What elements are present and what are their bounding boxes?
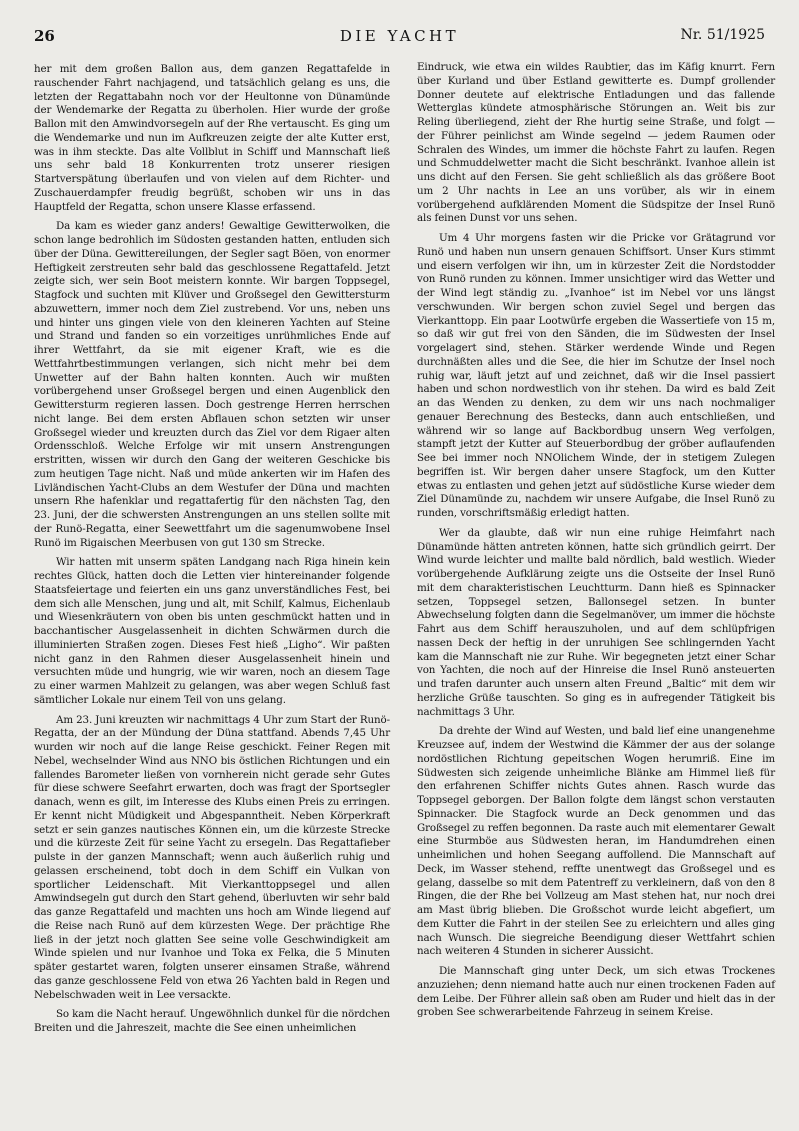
left-column [34, 63, 390, 1042]
paragraph: Da drehte der Wind auf Westen, und bald lief eine unangenehme Kreuzsee auf, indem der Westwind die Kämmer der aus der solange nordöstlichen Richtung gepeitschen Wogen herumriß. Eine im Südwesten sich zeigende unheimliche Blänke am Himmel ließ für den erfahrenen Schiffer nichts Gutes ahnen. Rasch wurde das Toppsegel geborgen. Der Ballon folgte dem längst schon verstauten Spinnacker. Die Stagfock wurde an Deck genommen und das Großsegel zu reffen begonnen. Da raste auch mit elementarer Gewalt eine Sturmböe aus Südwesten heran, im Handumdrehen einen unheimlichen und hohen Seegang auffollend. Die Mannschaft auf Deck, im Wasser stehend, reffte unentwegt das Großsegel und es gelang, dasselbe so mit dem Patentreff zu verkleinern, daß von den 8 Ringen, die der Rhe bei Vollzeug am Mast stehen hat, nur noch drei am Mast übrig blieben. Die Großschot wurde leicht abgefiert, um dem Kutter die Fahrt in der steilen See zu erleichtern und alles ging nach Wunsch. Die siegreiche Beendigung dieser Wettfahrt schien nach weiteren 4 Stunden in sicherer Aussicht. [417, 725, 775, 958]
paragraph: her mit dem großen Ballon aus, dem ganzen Regattafelde in rauschender Fahrt nachjagend, und tatsächlich gelang es uns, die letzten der Regattabahn noch vor der Heultonne von Dünamünde der Wendemarke der Regatta zu überholen. Hier wurde der große Ballon mit den Amwindvorsegeln auf der Rhe vertauscht. Es ging um die Wendemarke und nun im Aufkreuzen zeigte der alte Kutter erst, was in ihm steckte. Das alte Vollblut in Schiff und Mannschaft ließ uns sehr bald 18 Konkurrenten trotz unserer riesigen Startverspätung überlaufen und von vielen auf dem Richter- und Zuschauerdampfer freudig begrüßt, schoben wir uns in das Hauptfeld der Regatta, schon unsere Klasse erfassend. [34, 63, 390, 213]
paragraph: Die Mannschaft ging unter Deck, um sich etwas Trockenes anzuziehen; denn niemand hatte auch nur einen trockenen Faden auf dem Leibe. Der Führer allein saß oben am Ruder und hielt das in der groben See schwerarbeitende Fahrzeug in seinem Kreise. [417, 965, 775, 1019]
page-header [34, 27, 765, 49]
magazine-title: DIE YACHT [339, 27, 460, 45]
paragraph: Am 23. Juni kreuzten wir nachmittags 4 Uhr zum Start der Runö-Regatta, der an der Mündung der Düna stattfand. Abends 7,45 Uhr wurden wir noch auf die lange Reise geschickt. Feiner Regen mit Nebel, wechselnder Wind aus NNO bis östlichen Richtungen und ein fallendes Barometer ließen von vornherein nicht gerade sehr Gutes für diese schwere Seefahrt erwarten, doch was fragt der Sportsegler danach, wenn es gilt, im Interesse des Klubs einen Preis zu erringen. Er kennt nicht Müdigkeit und Abgespanntheit. Neben Körperkraft setzt er sein ganzes nautisches Können ein, um die kürzeste Strecke und die kürzeste Zeit für seine Yacht zu ersegeln. Das Regattafieber pulste in der ganzen Mannschaft; wenn auch äußerlich ruhig und gelassen erscheinend, tobt doch in dem Schiff ein Vulkan von sportlicher Leidenschaft. Mit Vierkanttoppsegel und allen Amwindsegeln gut durch den Start gehend, überluvten wir sehr bald das ganze Regattafeld und machten uns hoch am Winde liegend auf die Reise nach Runö auf dem kürzesten Wege. Der prächtige Rhe ließ in der jetzt noch glatten See seine volle Geschwindigkeit am Winde spielen und nur Ivanhoe und Toka ex Felka, die 5 Minuten später gestartet waren, folgten unserer einsamen Straße, während das ganze geschlossene Feld von etwa 26 Yachten bald in Regen und Nebelschwaden weit in Lee versackte. [34, 713, 390, 1001]
paragraph: Um 4 Uhr morgens fasten wir die Pricke vor Grätagrund vor Runö und haben nun unsern genauen Schiffsort. Unser Kurs stimmt und eisern verfolgen wir ihn, um in kürzester Zeit die Nordstodder von Runö runden zu können. Immer unsichtiger wird das Wetter und der Wind legt ständig zu. „Ivanhoe“ ist im Nebel vor uns längst verschwunden. Wir bergen schon zuviel Segel und bergen das Vierkanttopp. Ein paar Lootwürfe ergeben die Wassertiefe von 15 m, so daß wir gut frei von den Sänden, die im Südwesten der Insel vorgelagert sind, stehen. Stärker werdende Winde und Regen durchnäßten alles und die See, die hier im Schutze der Insel noch ruhig war, läuft jetzt auf und zeichnet, daß wir die Insel passiert haben und schon nordwestlich von ihr stehen. Da wird es bald Zeit an das Wenden zu denken, zu dem wir uns nach nochmaliger genauer Berechnung des Bestecks, dann auch entschließen, und während wir so lange auf Backbordbug unsern Weg verfolgen, stampft jetzt der Kutter auf Steuerbordbug der gröber auflaufenden See bei immer noch NNOlichem Winde, der in stetigem Zulegen begriffen ist. Wir bergen daher unsere Stagfock, um den Kutter etwas zu entlasten und gehen jetzt auf südöstliche Kurse wieder dem Ziel Dünamünde zu, nachdem wir unsere Aufgabe, die Insel Runö zu runden, vorschriftsmäßig erledigt hatten. [417, 232, 775, 519]
page-number: 26 [34, 27, 55, 45]
paragraph: Wir hatten mit unserm späten Landgang nach Riga hinein kein rechtes Glück, hatten doch die Letten vier hintereinander folgende Staatsfeiertage und feierten ein uns ganz unverständliches Fest, bei dem sich alle Menschen, jung und alt, mit Schilf, Kalmus, Eichenlaub und Wiesenkräutern von oben bis unten geschmückt hatten und in bacchantischer Ausgelassenheit in dichten Schwärmen durch die illuminierten Straßen zogen. Dieses Fest hieß „Ligho“. Wir paßten nicht ganz in den Rahmen dieser Ausgelassenheit hinein und versuchten müde und hungrig, wie wir waren, noch an diesem Tage zu einer warmen Mahlzeit zu gelangen, was aber wegen Schluß fast sämtlicher Lokale nur einem Teil von uns gelang. [34, 556, 390, 706]
paragraph: Da kam es wieder ganz anders! Gewaltige Gewitterwolken, die schon lange bedrohlich im Südosten gestanden hatten, entluden sich über der Düna. Gewittereilungen, der Segler sagt Böen, von enormer Heftigkeit zerstreuten sehr bald das geschlossene Regattafeld. Jetzt zeigte sich, wer sein Boot meistern konnte. Wir bargen Toppsegel, Stagfock und suchten mit Klüver und Großsegel den Gewittersturm abzuwettern, immer noch dem Ziel zustrebend. Vor uns, neben uns und hinter uns gingen viele von den kleineren Yachten auf Steine und Strand und fanden so ein vorzeitiges unrühmliches Ende auf ihrer Wettfahrt, da sie mit eigener Kraft, wie es die Wettfahrtbestimmungen verlangen, sich nicht mehr bei dem Unwetter auf der Bahn halten konnten. Auch wir mußten vorübergehend unser Großsegel bergen und einen Augenblick den Gewittersturm regieren lassen. Doch gestrenge Herren herrschen nicht lange. Bei dem ersten Abflauen schon setzten wir unser Großsegel wieder und kreuzten durch das Ziel vor dem Rigaer alten Ordensschloß. Welche Erfolge wir mit unsern Anstrengungen erstritten, wissen wir durch den Gang der weiteren Geschicke bis zum heutigen Tage nicht. Naß und müde ankerten wir im Hafen des Livländischen Yacht-Clubs an dem Westufer der Düna und machten unsern Rhe hafenklar und regattafertig für den nächsten Tag, den 23. Juni, der die schwersten Anstrengungen an uns stellen sollte mit der Runö-Regatta, einer Seewettfahrt um die sagenumwobene Insel Runö im Rigaischen Meerbusen von gut 130 sm Strecke. [34, 220, 390, 549]
right-column [417, 61, 775, 1026]
issue-number: Nr. 51/1925 [680, 27, 765, 43]
paragraph: Wer da glaubte, daß wir nun eine ruhige Heimfahrt nach Dünamünde hätten antreten können, hatte sich gründlich geirrt. Der Wind wurde leichter und mallte bald nördlich, bald westlich. Wieder vorübergehende Aufklärung zeigte uns die Ostseite der Insel Runö mit dem charakteristischen Leuchtturm. Dann hieß es Spinnacker setzen, Toppsegel setzen, Ballonsegel setzen. In bunter Abwechselung folgten dann die Segelmanöver, um immer die höchste Fahrt aus dem Schiff herauszuholen, und auf dem schlüpfrigen nassen Deck der heftig in der unruhigen See schlingernden Yacht kam die Mannschaft nie zur Ruhe. Wir begegneten jetzt einer Schar von Yachten, die noch auf der Hinreise die Insel Runö ansteuerten und trafen darunter auch unsern alten Freund „Baltic“ mit dem wir herzliche Grüße tauschten. So ging es in aufregender Tätigkeit bis nachmittags 3 Uhr. [417, 526, 775, 718]
paragraph: Eindruck, wie etwa ein wildes Raubtier, das im Käfig knurrt. Fern über Kurland und über Estland gewitterte es. Dumpf grollender Donner deutete auf elektrische Entladungen und das fallende Wetterglas kündete atmosphärische Störungen an. Weit bis zur Reling überliegend, zieht der Rhe hurtig seine Straße, und folgt — der Führer peinlichst am Winde segelnd — jedem Raumen oder Schralen des Windes, um immer die höchste Fahrt zu laufen. Regen und Schmuddelwetter macht die Sicht beschränkt. Ivanhoe allein ist uns dicht auf den Fersen. Sie geht schließlich als das größere Boot um 2 Uhr nachts in Lee an uns vorüber, als wir in einem vorübergehend aufklärenden Moment die Südspitze der Insel Runö als feinen Dunst vor uns sehen. [417, 61, 775, 225]
paragraph: So kam die Nacht herauf. Ungewöhnlich dunkel für die nördchen Breiten und die Jahreszeit, machte die See einen unheimlichen [34, 1008, 390, 1034]
